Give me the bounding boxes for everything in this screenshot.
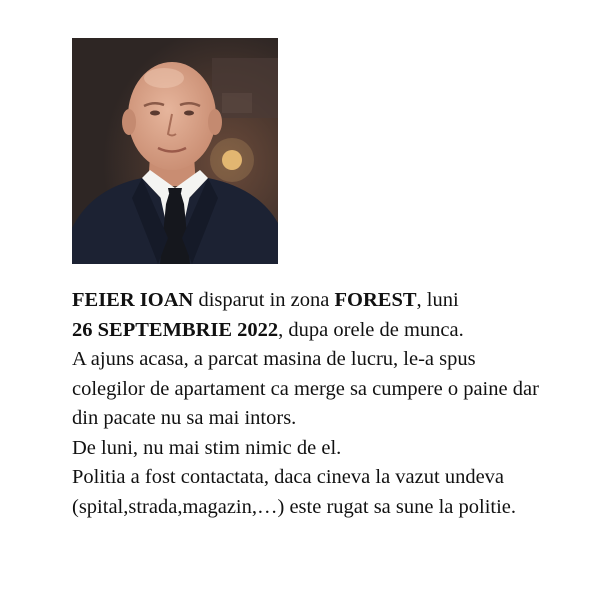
after-date-phrase: , dupa orele de munca.: [278, 318, 464, 341]
missing-phrase: disparut in zona: [193, 289, 335, 311]
person-name: FEIER IOAN: [72, 289, 194, 311]
notice-paragraph-circumstances: A ajuns acasa, a parcat masina de lucru, le-a spus colegilor de apartament ca merge sa cumpere o paine dar din pacate nu sa mai intors.: [72, 348, 539, 429]
notice-intro: [72, 286, 542, 345]
zone-name: FOREST: [334, 289, 417, 311]
missing-person-photo: [72, 38, 278, 264]
notice-paragraph-status: De luni, nu mai stim nimic de el.: [72, 436, 342, 459]
notice-paragraph-police: Politia a fost contactata, daca cineva la vazut undeva (spital,strada,magazin,…) este rugat sa sune la politie.: [72, 466, 517, 518]
portrait-image: [72, 38, 278, 264]
day-phrase: , luni: [416, 289, 459, 311]
missing-date: 26 SEPTEMBRIE 2022: [72, 318, 279, 341]
notice-text: [72, 286, 542, 522]
